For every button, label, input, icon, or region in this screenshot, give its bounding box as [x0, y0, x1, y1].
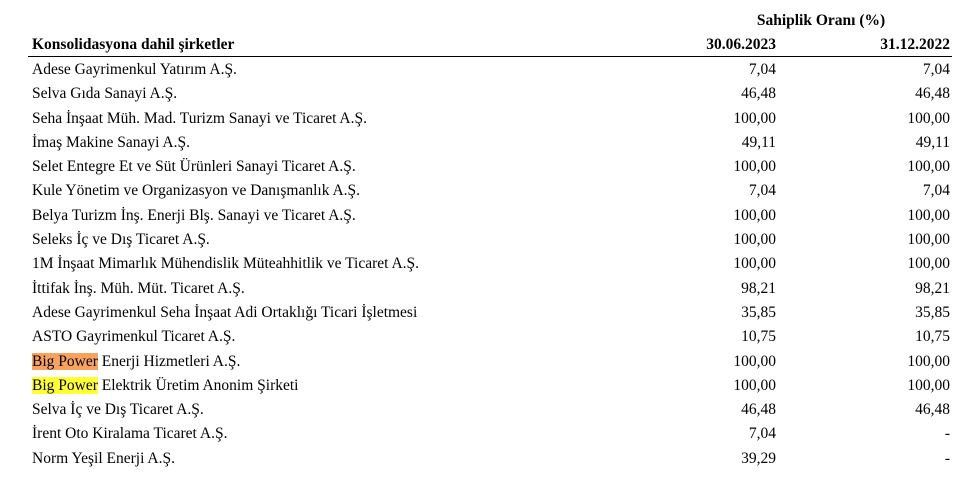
ownership-2022-value: 35,85 [915, 303, 950, 321]
ownership-2022-value: - [944, 449, 950, 467]
ownership-2022-value: 100,00 [907, 158, 950, 176]
ownership-2023-value: 7,04 [748, 425, 776, 443]
highlighted-text: Big Power [32, 376, 98, 394]
company-name [32, 304, 417, 322]
ownership-2022-value: 10,75 [915, 328, 950, 346]
ownership-2023-value: 98,21 [741, 279, 776, 297]
ownership-2023-value: 7,04 [748, 182, 776, 200]
table-row [28, 252, 952, 276]
ownership-2023-value: 100,00 [733, 109, 776, 127]
company-name [32, 377, 299, 395]
ownership-2022-value: 100,00 [907, 231, 950, 249]
ownership-2022-value: 7,04 [922, 182, 950, 200]
company-name [32, 255, 419, 273]
ownership-2023-value: 100,00 [733, 376, 776, 394]
table-row [28, 301, 952, 325]
ownership-2023-value: 35,85 [741, 303, 776, 321]
company-name-text: Seleks İç ve Dış Ticaret A.Ş. [32, 231, 210, 249]
company-name [32, 134, 190, 152]
table-row [28, 447, 952, 471]
ownership-2022-value: - [944, 425, 950, 443]
table-row [28, 58, 952, 82]
table-row [28, 82, 952, 106]
ownership-2022-value: 46,48 [915, 85, 950, 103]
ownership-2023-value: 39,29 [741, 449, 776, 467]
company-name-text: Norm Yeşil Enerji A.Ş. [32, 449, 175, 467]
date-column-header-2023: 30.06.2023 [706, 36, 776, 53]
ownership-table [28, 10, 952, 471]
ownership-2023-value: 100,00 [733, 352, 776, 370]
ownership-2022-value: 46,48 [915, 401, 950, 419]
ownership-2022-value: 100,00 [907, 352, 950, 370]
ownership-2023-value: 46,48 [741, 401, 776, 419]
company-name [32, 182, 360, 200]
company-name [32, 85, 177, 103]
ownership-2023-value: 100,00 [733, 206, 776, 224]
ownership-2022-value: 7,04 [922, 61, 950, 78]
company-name [32, 450, 175, 468]
company-name [32, 61, 237, 79]
table-row [28, 155, 952, 179]
table-row [28, 204, 952, 228]
ownership-2022-value: 100,00 [907, 206, 950, 224]
ownership-2023-value: 46,48 [741, 85, 776, 103]
table-group-header [28, 10, 952, 32]
company-name [32, 280, 245, 298]
company-name [32, 401, 204, 419]
company-name-text: İttifak İnş. Müh. Müt. Ticaret A.Ş. [32, 279, 245, 297]
table-row [28, 228, 952, 252]
ownership-2023-value: 49,11 [741, 133, 776, 151]
company-name-text: Kule Yönetim ve Organizasyon ve Danışmanlık A.Ş. [32, 182, 361, 200]
table-header-row [28, 32, 952, 57]
company-name-text: Elektrik Üretim Anonim Şirketi [97, 376, 299, 394]
company-name [32, 110, 367, 128]
ownership-2022-value: 100,00 [907, 109, 950, 127]
company-name-text: ASTO Gayrimenkul Ticaret A.Ş. [32, 328, 236, 346]
table-body [28, 58, 952, 471]
ownership-2022-value: 100,00 [907, 255, 950, 273]
table-row [28, 131, 952, 155]
company-name-text: Selva Gıda Sanayi A.Ş. [32, 85, 178, 103]
highlighted-text: Big Power [32, 352, 98, 370]
ownership-ratio-label: Sahiplik Oranı (%) [756, 12, 886, 29]
company-name [32, 207, 356, 225]
company-name-text: 1M İnşaat Mimarlık Mühendislik Müteahhitlik ve Ticaret A.Ş. [32, 255, 420, 273]
company-name-text: Adese Gayrimenkul Yatırım A.Ş. [32, 61, 237, 78]
table-row [28, 374, 952, 398]
company-name [32, 353, 240, 371]
ownership-2022-value: 100,00 [907, 376, 950, 394]
company-name [32, 158, 356, 176]
ownership-2023-value: 100,00 [733, 255, 776, 273]
company-name [32, 328, 235, 346]
company-name-text: Enerji Hizmetleri A.Ş. [97, 352, 241, 370]
table-row [28, 398, 952, 422]
company-name-text: Selva İç ve Dış Ticaret A.Ş. [32, 401, 204, 419]
company-name [32, 425, 227, 443]
ownership-2023-value: 7,04 [748, 61, 776, 78]
company-name-text: İmaş Makine Sanayi A.Ş. [32, 133, 190, 151]
company-column-header: Konsolidasyona dahil şirketler [32, 36, 235, 53]
ownership-2023-value: 10,75 [741, 328, 776, 346]
ownership-2023-value: 100,00 [733, 158, 776, 176]
date-column-header-2022: 31.12.2022 [880, 36, 950, 53]
company-name-text: Belya Turizm İnş. Enerji Blş. Sanayi ve Ticaret A.Ş. [32, 206, 356, 224]
table-row [28, 350, 952, 374]
table-row [28, 422, 952, 446]
company-name-text: Selet Entegre Et ve Süt Ürünleri Sanayi Ticaret A.Ş. [32, 158, 356, 176]
table-row [28, 179, 952, 203]
company-name-text: İrent Oto Kiralama Ticaret A.Ş. [32, 425, 228, 443]
company-name [32, 231, 210, 249]
table-row [28, 277, 952, 301]
ownership-2023-value: 100,00 [733, 231, 776, 249]
ownership-2022-value: 98,21 [915, 279, 950, 297]
table-row [28, 107, 952, 131]
company-name-text: Seha İnşaat Müh. Mad. Turizm Sanayi ve Ticaret A.Ş. [32, 109, 367, 127]
table-row [28, 325, 952, 349]
ownership-2022-value: 49,11 [915, 133, 950, 151]
company-name-text: Adese Gayrimenkul Seha İnşaat Adi Ortaklığı Ticari İşletmesi [32, 303, 418, 321]
